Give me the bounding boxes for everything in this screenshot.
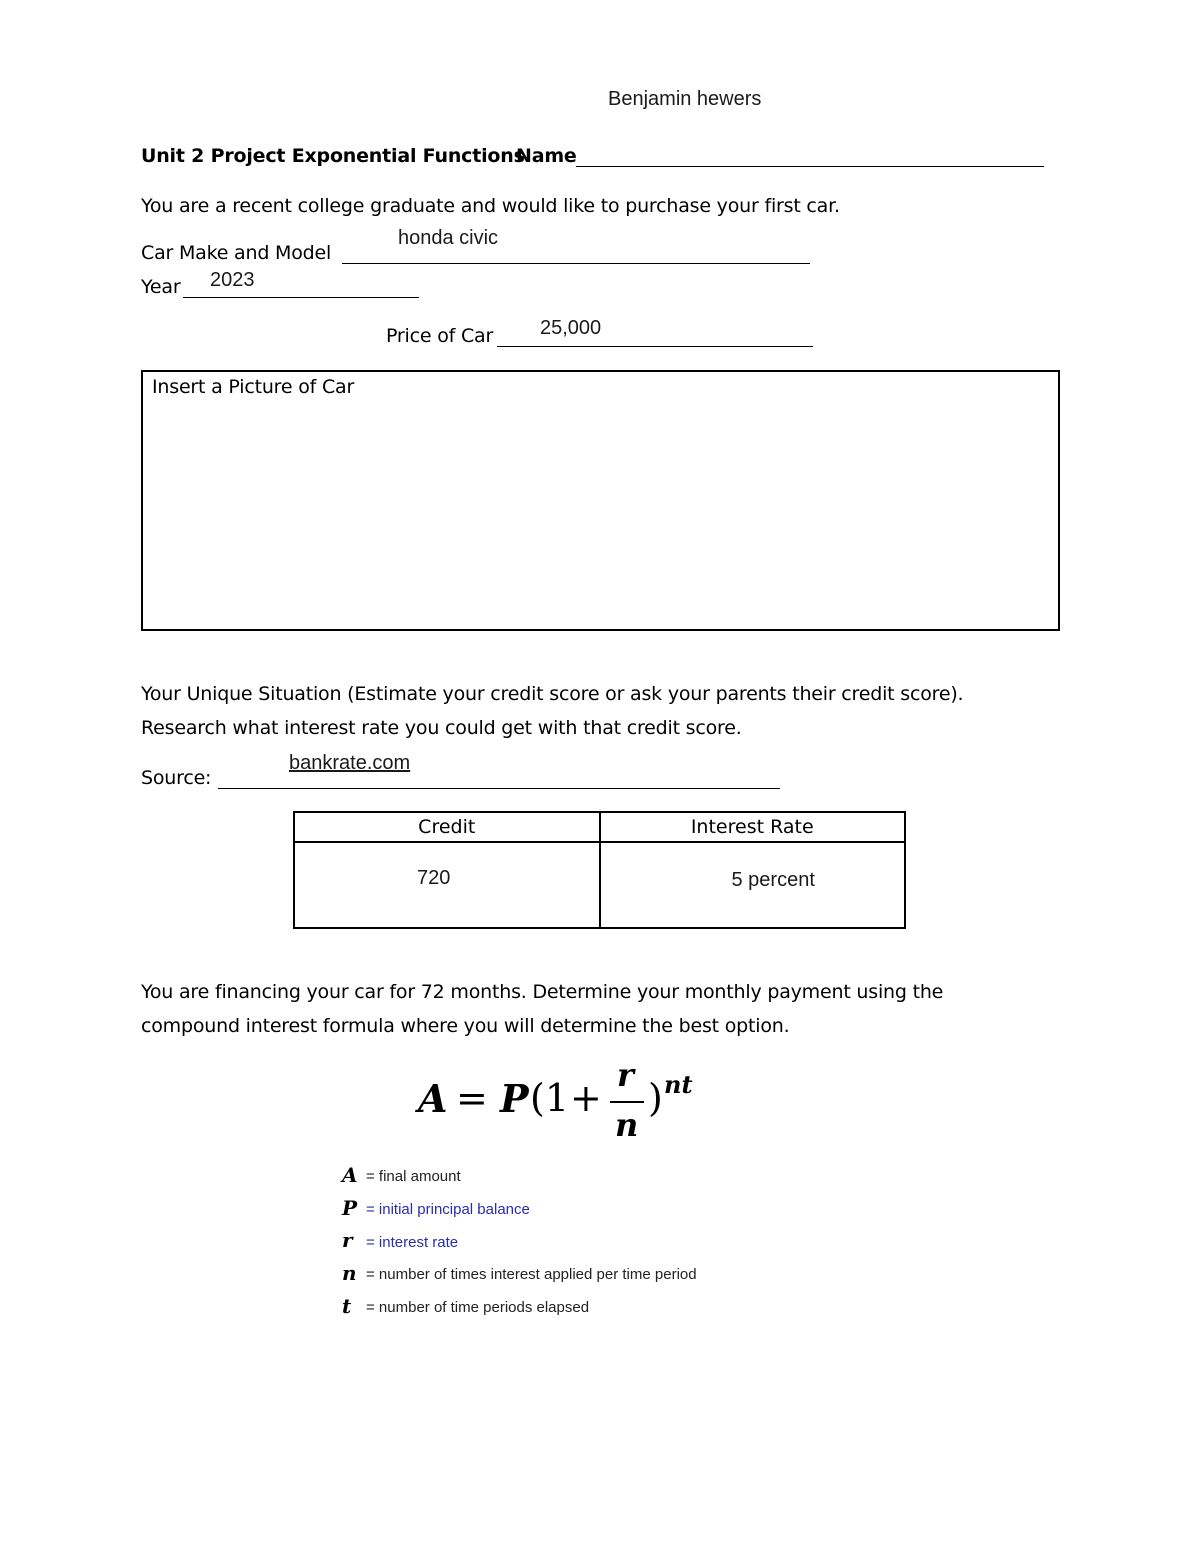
name-underline[interactable] (576, 166, 1044, 167)
car-make-value[interactable]: honda civic (398, 227, 499, 249)
price-value[interactable]: 25,000 (540, 317, 602, 339)
source-underline (218, 788, 780, 789)
year-value[interactable]: 2023 (210, 269, 255, 291)
interest-rate-value: 5 percent (731, 869, 815, 891)
formula-equals: = (456, 1076, 488, 1120)
legend-symbol-t: t (342, 1294, 352, 1318)
formula-fraction-bar (610, 1101, 644, 1103)
formula-open: (1 (530, 1076, 570, 1120)
student-name: Benjamin hewers (608, 88, 762, 110)
financing-line-2: compound interest formula where you will determine the best option. (141, 1015, 790, 1037)
car-picture-box[interactable] (141, 370, 1060, 631)
interest-rate-cell[interactable] (600, 842, 906, 928)
legend-text-p: = initial principal balance (366, 1201, 530, 1218)
page-title: Unit 2 Project Exponential Functions (141, 145, 525, 167)
name-label: Name (516, 145, 577, 167)
financing-line-1: You are financing your car for 72 months. Determine your monthly payment using the (141, 981, 944, 1003)
interest-rate-header: Interest Rate (600, 812, 906, 842)
formula-a: A (418, 1076, 448, 1121)
formula-p: P (500, 1076, 529, 1121)
table-header-row (294, 812, 905, 842)
legend-symbol-n: n (342, 1261, 357, 1285)
legend-symbol-r: r (342, 1228, 353, 1252)
credit-cell[interactable] (294, 842, 600, 928)
credit-table (293, 811, 906, 929)
credit-value: 720 (417, 867, 451, 889)
situation-line-2: Research what interest rate you could get with that credit score. (141, 717, 742, 739)
formula-plus: + (570, 1076, 602, 1120)
car-picture-label: Insert a Picture of Car (152, 376, 355, 398)
legend-text-r: = interest rate (366, 1234, 459, 1251)
legend-symbol-p: P (342, 1196, 358, 1220)
source-link[interactable]: bankrate.com (289, 752, 411, 774)
legend-text-a: = final amount (366, 1168, 461, 1185)
credit-header: Credit (294, 812, 600, 842)
legend-symbol-a: A (342, 1163, 358, 1187)
formula-numerator: r (617, 1056, 634, 1094)
table-row (294, 842, 905, 928)
price-underline (497, 346, 813, 347)
year-label: Year (141, 276, 181, 298)
formula-denominator: n (615, 1106, 639, 1144)
intro-text: You are a recent college graduate and would like to purchase your first car. (141, 195, 840, 217)
legend-text-n: = number of times interest applied per time period (366, 1266, 697, 1283)
year-underline (183, 297, 419, 298)
source-label: Source: (141, 767, 212, 789)
situation-line-1: Your Unique Situation (Estimate your credit score or ask your parents their credit score). (141, 683, 964, 705)
formula-exponent: nt (664, 1070, 693, 1099)
formula-close: ) (648, 1076, 663, 1120)
legend-text-t: = number of time periods elapsed (366, 1299, 590, 1316)
car-make-underline (342, 263, 810, 264)
car-make-label: Car Make and Model (141, 242, 332, 264)
price-label: Price of Car (386, 325, 494, 347)
